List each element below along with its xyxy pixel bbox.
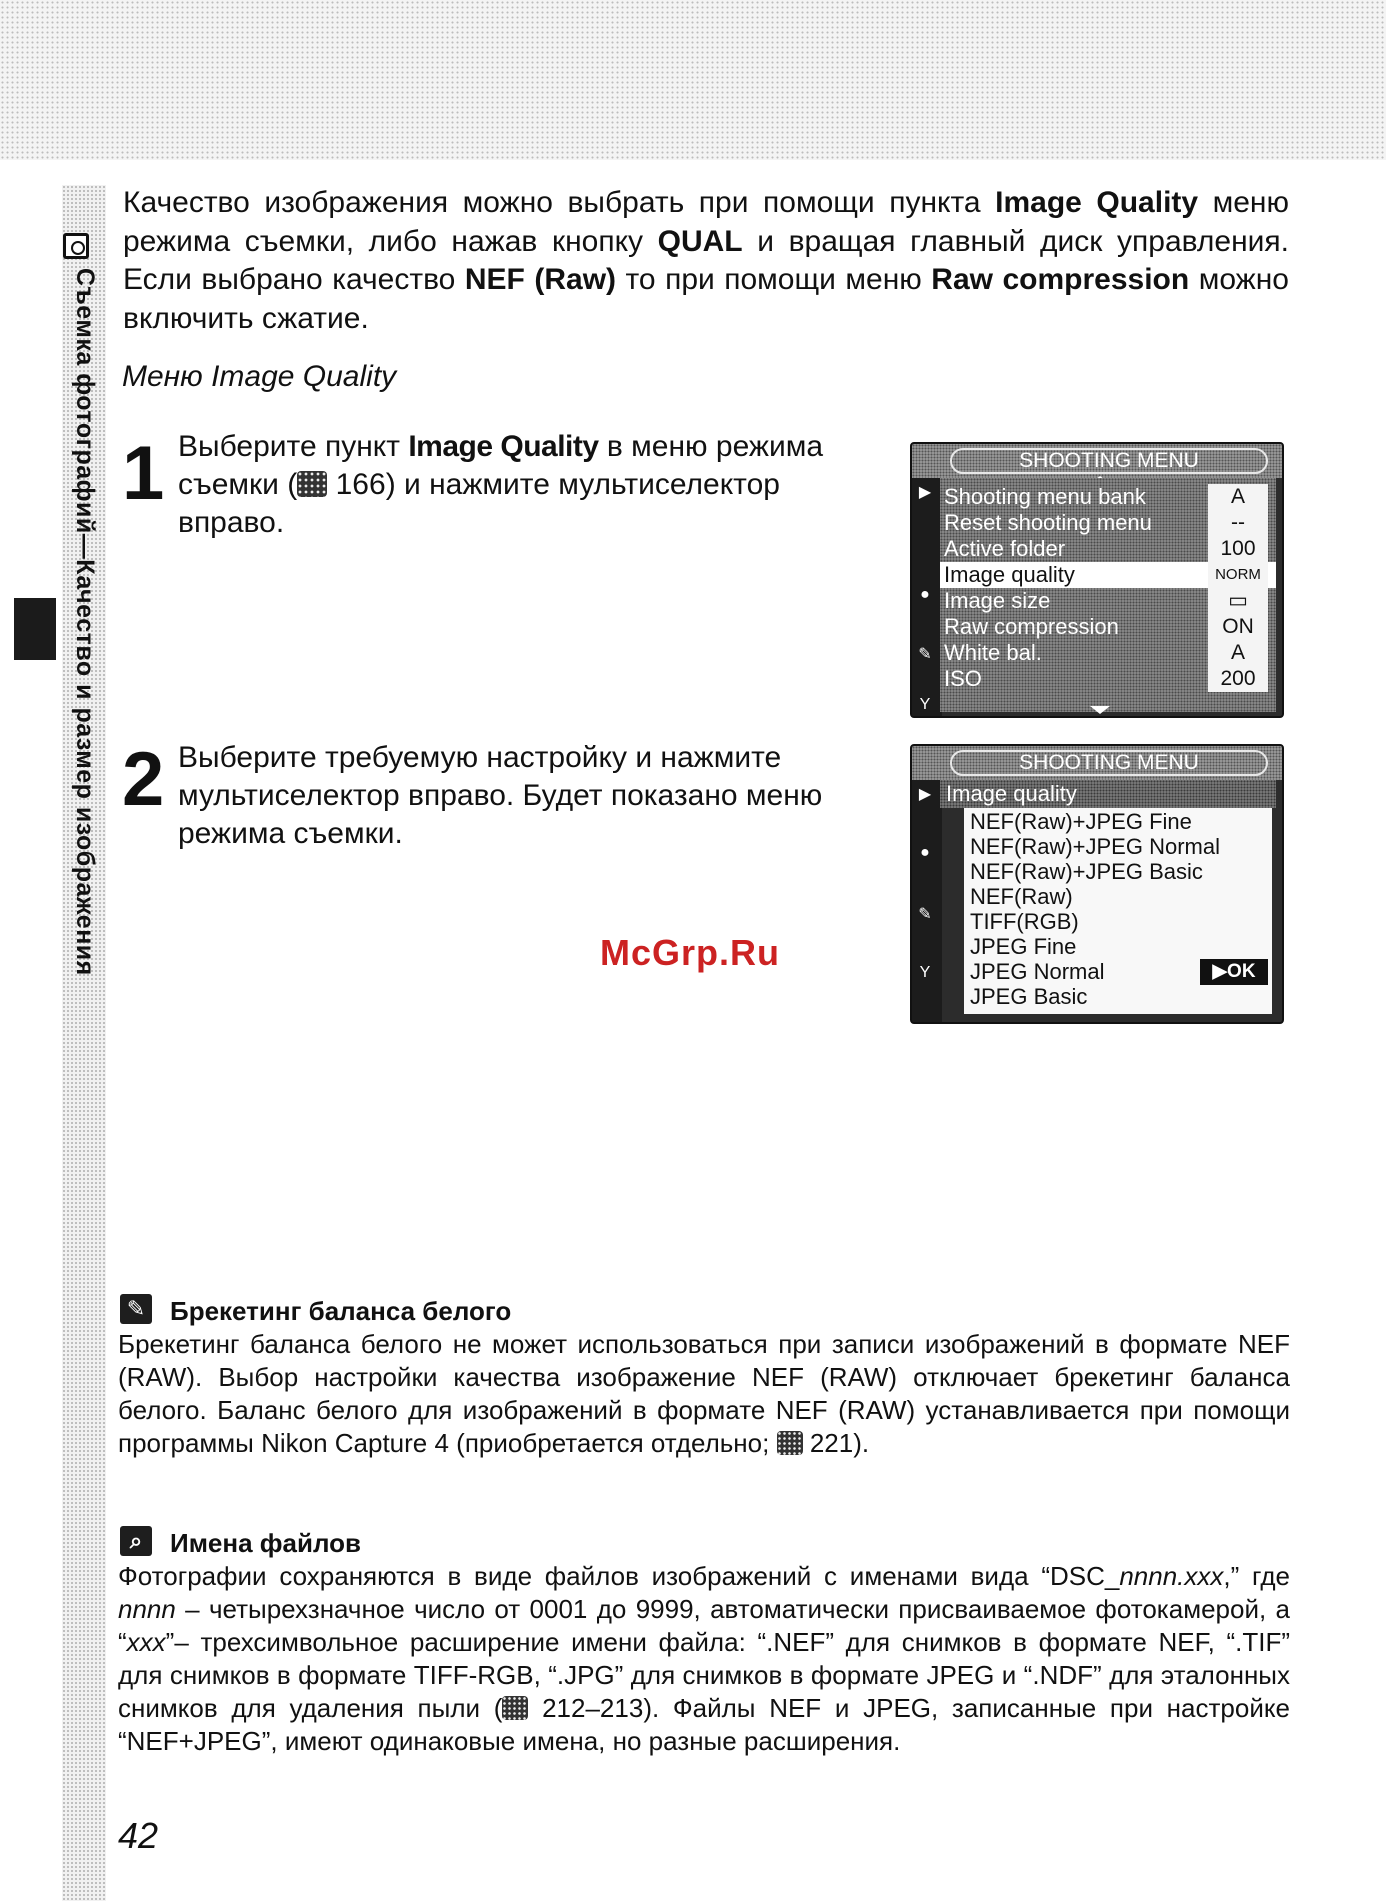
quality-option[interactable]: JPEG Fine (970, 934, 1077, 959)
quality-option[interactable]: NEF(Raw)+JPEG Normal (970, 834, 1220, 859)
menu-item-value: A (1208, 484, 1268, 510)
quality-option[interactable]: NEF(Raw)+JPEG Basic (970, 859, 1203, 884)
note-2-title: Имена файлов (170, 1528, 362, 1558)
menu-item-shooting-bank[interactable] (940, 484, 1276, 510)
note-2-part-5: ). Файлы NEF и JPEG, записанные при настройке “NEF+JPEG”, имеют одинаковые имена, но разные расширения. (118, 1693, 1290, 1756)
step-1-text-c: ) и нажмите мультиселектор вправо. (178, 468, 780, 539)
menu-item-value: ▭ (1208, 588, 1268, 614)
setup-tab-icon: Y (919, 696, 931, 713)
lcd-title: SHOOTING MENU (950, 750, 1268, 776)
menu-item-image-size[interactable] (940, 588, 1276, 614)
intro-text-2: меню режима съемки, либо нажав кнопку (123, 186, 1289, 258)
menu-item-value: 100 (1208, 536, 1268, 562)
note-1-page-ref: 221 (809, 1428, 854, 1458)
intro-bold-nef-raw: NEF (Raw) (464, 263, 617, 296)
intro-bold-raw-compression: Raw compression (931, 263, 1190, 296)
menu-item-label: ISO (944, 666, 982, 691)
step-1-number: 1 (122, 431, 165, 516)
menu-item-iso[interactable] (940, 666, 1276, 692)
camera-tab-icon: ● (920, 586, 930, 603)
intro-bold-qual: QUAL (657, 224, 743, 258)
menu-item-value: -- (1208, 510, 1268, 536)
quality-option[interactable]: NEF(Raw) (970, 884, 1073, 909)
menu-item-raw-compression[interactable] (940, 614, 1276, 640)
note-1-end: ). (853, 1428, 870, 1458)
menu-item-label: Image size (944, 588, 1051, 613)
menu-item-value: A (1208, 640, 1268, 666)
page-reference-icon (777, 1431, 803, 1455)
intro-text-5: можно включить сжатие. (123, 263, 1289, 335)
setup-tab-icon: Y (919, 964, 931, 981)
step-1-text-a: Выберите пункт (178, 430, 409, 463)
step-1-text-b: в меню режима съемки ( (178, 430, 824, 501)
quality-options-list (964, 808, 1272, 1014)
camera-mode-icon (63, 233, 89, 259)
intro-bold-image-quality: Image Quality (995, 186, 1199, 219)
note-pencil-icon: ✎ (120, 1294, 152, 1324)
pencil-tab-icon: ✎ (918, 646, 932, 663)
step-2-number: 2 (122, 737, 165, 822)
menu-item-active-folder[interactable] (940, 536, 1276, 562)
step-2-text: Выберите требуемую настройку и нажмите мультиселектор вправо. Будет показано меню режима съемки. (178, 741, 823, 850)
menu-item-value: ON (1208, 614, 1268, 640)
side-chapter-title: Съемка фотографий—Качество и размер изображения (71, 268, 99, 976)
quality-option[interactable]: NEF(Raw)+JPEG Fine (970, 809, 1192, 834)
note-2-italic-1: nnnn.xxx (1119, 1561, 1224, 1591)
note-1-title: Брекетинг баланса белого (170, 1296, 512, 1326)
menu-item-label: Shooting menu bank (944, 484, 1146, 509)
playback-tab-icon: ▶ (918, 484, 932, 501)
ok-button[interactable]: ▶OK (1200, 959, 1268, 985)
note-2-italic-2: nnnn (118, 1594, 176, 1624)
section-heading: Меню Image Quality (122, 360, 397, 393)
lcd-tab-icons (912, 780, 942, 1022)
note-2-italic-3: xxx (126, 1627, 166, 1657)
menu-item-value: NORM (1208, 562, 1268, 588)
lcd-tab-icons (912, 478, 942, 716)
menu-item-label: Raw compression (944, 614, 1119, 639)
scroll-down-arrow-icon (1090, 706, 1110, 714)
menu-item-label: Image quality (944, 562, 1075, 587)
step-1-text (178, 428, 880, 542)
submenu-title: Image quality (940, 780, 1276, 808)
menu-item-label: Active folder (944, 536, 1066, 561)
top-halftone-band (0, 0, 1386, 160)
intro-text-1: Качество изображения можно выбрать при помощи пункта (123, 186, 996, 219)
chapter-tab-marker (14, 598, 56, 660)
image-quality-screen (910, 744, 1284, 1024)
lcd-title: SHOOTING MENU (950, 448, 1268, 474)
note-2-part-4: ”– трехсимвольное расширение имени файла: “.NEF” для снимков в формате NEF, “.TIF” для снимков в формате TIFF-RGB, “.JPG” для снимков в формате JPEG и “.NDF” для эталонных снимков для удаления пыли ( (118, 1627, 1290, 1723)
menu-item-image-quality[interactable] (940, 562, 1276, 588)
camera-tab-icon: ● (920, 844, 930, 861)
note-2-part-1: Фотографии сохраняются в виде файлов изображений с именами вида “DSC_ (118, 1561, 1120, 1591)
note-2-part-3: – четырехзначное число от 0001 до 9999, автоматически присваиваемое фотокамерой, а “ (118, 1594, 1290, 1657)
page-number: 42 (118, 1815, 159, 1856)
pencil-tab-icon: ✎ (918, 906, 932, 923)
menu-item-label: White bal. (944, 640, 1042, 665)
note-magnifier-icon: ⌕ (120, 1526, 152, 1556)
menu-item-label: Reset shooting menu (944, 510, 1152, 535)
note-2-part-2: ,” где (1223, 1561, 1290, 1591)
page-reference-icon (297, 471, 327, 497)
quality-option[interactable]: JPEG Basic (970, 984, 1088, 1009)
quality-option[interactable]: TIFF(RGB) (970, 909, 1079, 934)
intro-text-3: и вращая главный диск управления. Если выбрано качество (123, 224, 1289, 296)
step-1-bold: Image Quality (408, 430, 599, 463)
note-1-body: Брекетинг баланса белого не может использоваться при записи изображений в формате NEF (RAW). Выбор настройки качества изображение NEF (RAW) отключает брекетинг баланса белого. Баланс белого для изображений в формате NEF (RAW) устанавливается при помощи программы Nikon Capture 4 (приобретается отдельно; (118, 1329, 1290, 1458)
quality-option[interactable]: JPEG Normal (970, 959, 1105, 984)
shooting-menu-screen (910, 442, 1284, 718)
intro-paragraph (123, 184, 1289, 338)
note-1-text (118, 1328, 1290, 1460)
intro-text-4: то при помощи меню (616, 263, 932, 296)
menu-item-white-balance[interactable] (940, 640, 1276, 666)
playback-tab-icon: ▶ (918, 786, 932, 803)
step-1-page-ref: 166 (335, 468, 386, 501)
watermark: McGrp.Ru (600, 932, 781, 973)
menu-item-reset-shooting[interactable] (940, 510, 1276, 536)
note-2-text (118, 1560, 1290, 1758)
page-reference-icon (502, 1696, 528, 1720)
note-2-page-ref: 212–213 (542, 1693, 644, 1723)
lcd-menu-list (940, 478, 1276, 712)
menu-item-value: 200 (1208, 666, 1268, 692)
